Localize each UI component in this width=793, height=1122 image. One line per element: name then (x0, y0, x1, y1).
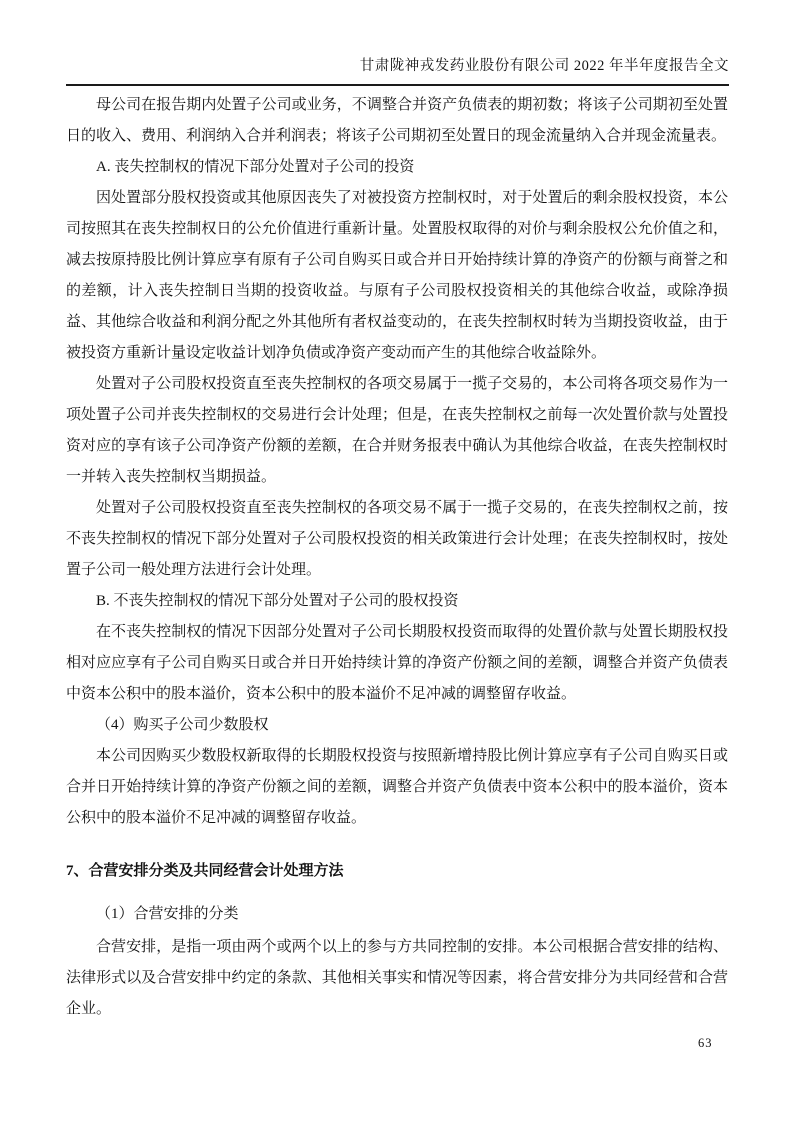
body-paragraph-minority-equity-adjustment: 本公司因购买少数股权新取得的长期股权投资与按照新增持股比例计算应享有子公司自购买日或合并日开始持续计算的净资产份额之间的差额，调整合并资产负债表中资本公积中的股本溢价，资本公积中的股本溢价不足冲减的调整留存收益。 (66, 748, 728, 826)
document-body (66, 90, 728, 1025)
body-paragraph-package-deal: 处置对子公司股权投资直至丧失控制权的各项交易属于一揽子交易的，本公司将各项交易作为一项处置子公司并丧失控制权的交易进行会计处理；但是，在丧失控制权之前每一次处置价款与处置投资对应的享有该子公司净资产份额的差额，在合并财务报表中确认为其他综合收益，在丧失控制权时一并转入丧失控制权当期损益。 (66, 376, 728, 485)
page-number: 63 (698, 1036, 713, 1050)
body-paragraph-joint-arrangement-definition: 合营安排，是指一项由两个或两个以上的参与方共同控制的安排。本公司根据合营安排的结构、法律形式以及合营安排中约定的条款、其他相关事实和情况等因素，将合营安排分为共同经营和合营企业。 (66, 939, 728, 1017)
section-label-a-loss-of-control: A. 丧失控制权的情况下部分处置对子公司的投资 (96, 159, 415, 175)
body-paragraph-loss-of-control-remeasure: 因处置部分股权投资或其他原因丧失了对被投资方控制权时，对于处置后的剩余股权投资，本公司按照其在丧失控制权日的公允价值进行重新计量。处置股权取得的对价与剩余股权公允价值之和，减去按原持股比例计算应享有原有子公司自购买日或合并日开始持续计算的净资产的份额与商誉之和的差额，计入丧失控制日当期的投资收益。与原有子公司股权投资相关的其他综合收益，或除净损益、其他综合收益和利润分配之外其他所有者权益变动的，在丧失控制权时转为当期投资收益，由于被投资方重新计量设定收益计划净负债或净资产变动而产生的其他综合收益除外。 (66, 190, 728, 361)
section-label-b-no-loss-of-control: B. 不丧失控制权的情况下部分处置对子公司的股权投资 (96, 593, 459, 609)
section-heading-7-joint-arrangement: 7、合营安排分类及共同经营会计处理方法 (66, 863, 344, 879)
body-paragraph-partial-disposal-no-loss: 在不丧失控制权的情况下因部分处置对子公司长期股权投资而取得的处置价款与处置长期股权投相对应应享有子公司自购买日或合并日开始持续计算的净资产份额之间的差额，调整合并资产负债表中资本公积中的股本溢价，资本公积中的股本溢价不足冲减的调整留存收益。 (66, 624, 728, 702)
document-header-title: 甘肃陇神戎发药业股份有限公司 2022 年半年度报告全文 (359, 58, 729, 74)
body-paragraph-non-package-deal: 处置对子公司股权投资直至丧失控制权的各项交易不属于一揽子交易的，在丧失控制权之前，按不丧失控制权的情况下部分处置对子公司股权投资的相关政策进行会计处理；在丧失控制权时，按处置子公司一般处理方法进行会计处理。 (66, 500, 728, 578)
subsection-label-1-joint-arrangement-classification: （1）合营安排的分类 (96, 906, 239, 922)
header-divider-rule (66, 84, 729, 86)
section-label-4-purchase-minority-equity: （4）购买子公司少数股权 (96, 717, 269, 733)
body-paragraph-disposal-period: 母公司在报告期内处置子公司或业务，不调整合并资产负债表的期初数；将该子公司期初至处置日的收入、费用、利润纳入合并利润表；将该子公司期初至处置日的现金流量纳入合并现金流量表。 (66, 97, 728, 144)
